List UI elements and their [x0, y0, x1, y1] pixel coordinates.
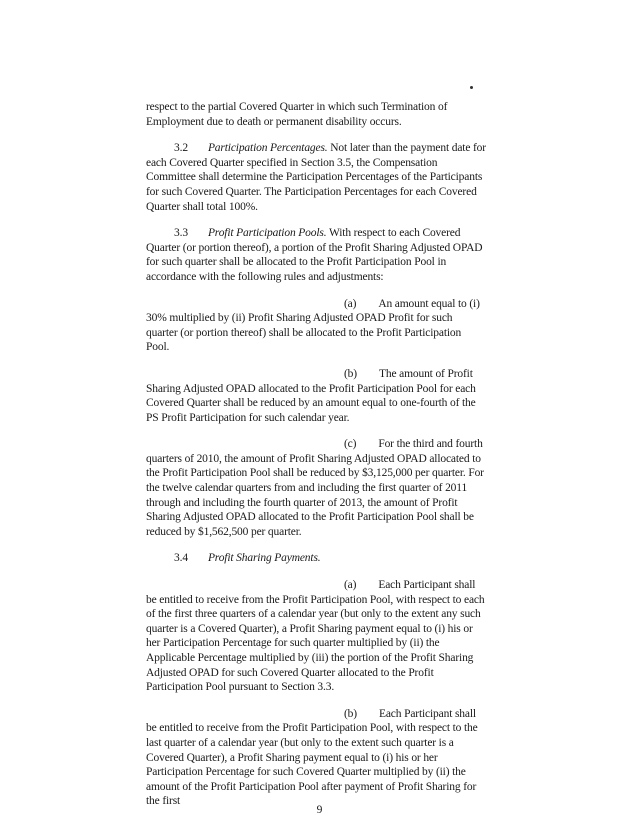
section-3-4 — [146, 551, 486, 566]
scan-dot-mark — [470, 86, 473, 89]
subsection-marker: (b) — [344, 707, 357, 720]
subsection-body: The amount of Profit Sharing Adjusted OPAD allocated to the Profit Participation Pool for each Covered Quarter shall be reduced by an amount equal to one-fourth of the PS Profit Participation for such calendar year. — [146, 367, 476, 424]
section-body: Not later than the payment date for each Covered Quarter specified in Section 3.5, the Compensation Committee shall determine the Participation Percentages of the Participants for such Covered Quarter. The Participation Percentages for each Covered Quarter shall total 100%. — [146, 142, 486, 213]
subsection-marker: (a) — [344, 297, 357, 310]
subsection-3-3-c — [146, 437, 486, 539]
subsection-body: Each Participant shall be entitled to receive from the Profit Participation Pool, with respect to the last quarter of a calendar year (but only to the extent such quarter is a Covered Quarter), a Profit Sharing payment equal to (i) his or her Participation Percentage for such Covered Quarter multiplied by (ii) the amount of the Profit Participation Pool after payment of Profit Sharing for the first — [146, 707, 478, 808]
subsection-3-3-b — [146, 367, 486, 425]
section-title: Profit Sharing Payments. — [207, 552, 321, 565]
paragraph-continuation: respect to the partial Covered Quarter in which such Termination of Employment due to death or permanent disability occurs. — [146, 101, 448, 128]
section-number: 3.4 — [174, 552, 188, 565]
section-title: Participation Percentages. — [207, 142, 328, 155]
section-3-2 — [146, 141, 486, 214]
subsection-3-4-a — [146, 578, 486, 695]
subsection-3-4-b — [146, 707, 486, 809]
section-number: 3.2 — [174, 142, 188, 155]
section-number: 3.3 — [174, 227, 188, 240]
subsection-body: Each Participant shall be entitled to receive from the Profit Participation Pool, with respect to each of the first three quarters of a calendar year (but only to the extent any such quarter is a Covered Quarter), a Profit Sharing payment equal to (i) his or her Participation Percentage for such quarter multiplied by (ii) the Applicable Percentage multiplied by (iii) the portion of the Profit Sharing Adjusted OPAD for such Covered Quarter allocated to the Profit Participation Pool pursuant to Section 3.3. — [146, 579, 485, 694]
subsection-body: For the third and fourth quarters of 2010, the amount of Profit Sharing Adjusted OPAD allocated to the Profit Participation Pool shall be reduced by $3,125,000 per quarter. For the twelve calendar quarters from and including the first quarter of 2011 through and including the fourth quarter of 2013, the amount of Profit Sharing Adjusted OPAD allocated to the Profit Participation Pool shall be reduced by $1,562,500 per quarter. — [146, 438, 484, 538]
page-number: 9 — [316, 804, 323, 816]
section-3-3 — [146, 226, 486, 284]
section-title: Profit Participation Pools. — [207, 227, 327, 240]
subsection-body: An amount equal to (i) 30% multiplied by (ii) Profit Sharing Adjusted OPAD Profit for such quarter (or portion thereof) shall be allocated to the Profit Participation Pool. — [146, 297, 480, 354]
subsection-marker: (c) — [344, 438, 357, 451]
document-body — [146, 100, 486, 821]
subsection-marker: (b) — [344, 367, 357, 380]
section-body: With respect to each Covered Quarter (or portion thereof), a portion of the Profit Sharing Adjusted OPAD for such quarter shall be allocated to the Profit Participation Pool in accordance with the following rules and adjustments: — [146, 227, 483, 283]
subsection-3-3-a — [146, 297, 486, 355]
subsection-marker: (a) — [344, 579, 357, 592]
